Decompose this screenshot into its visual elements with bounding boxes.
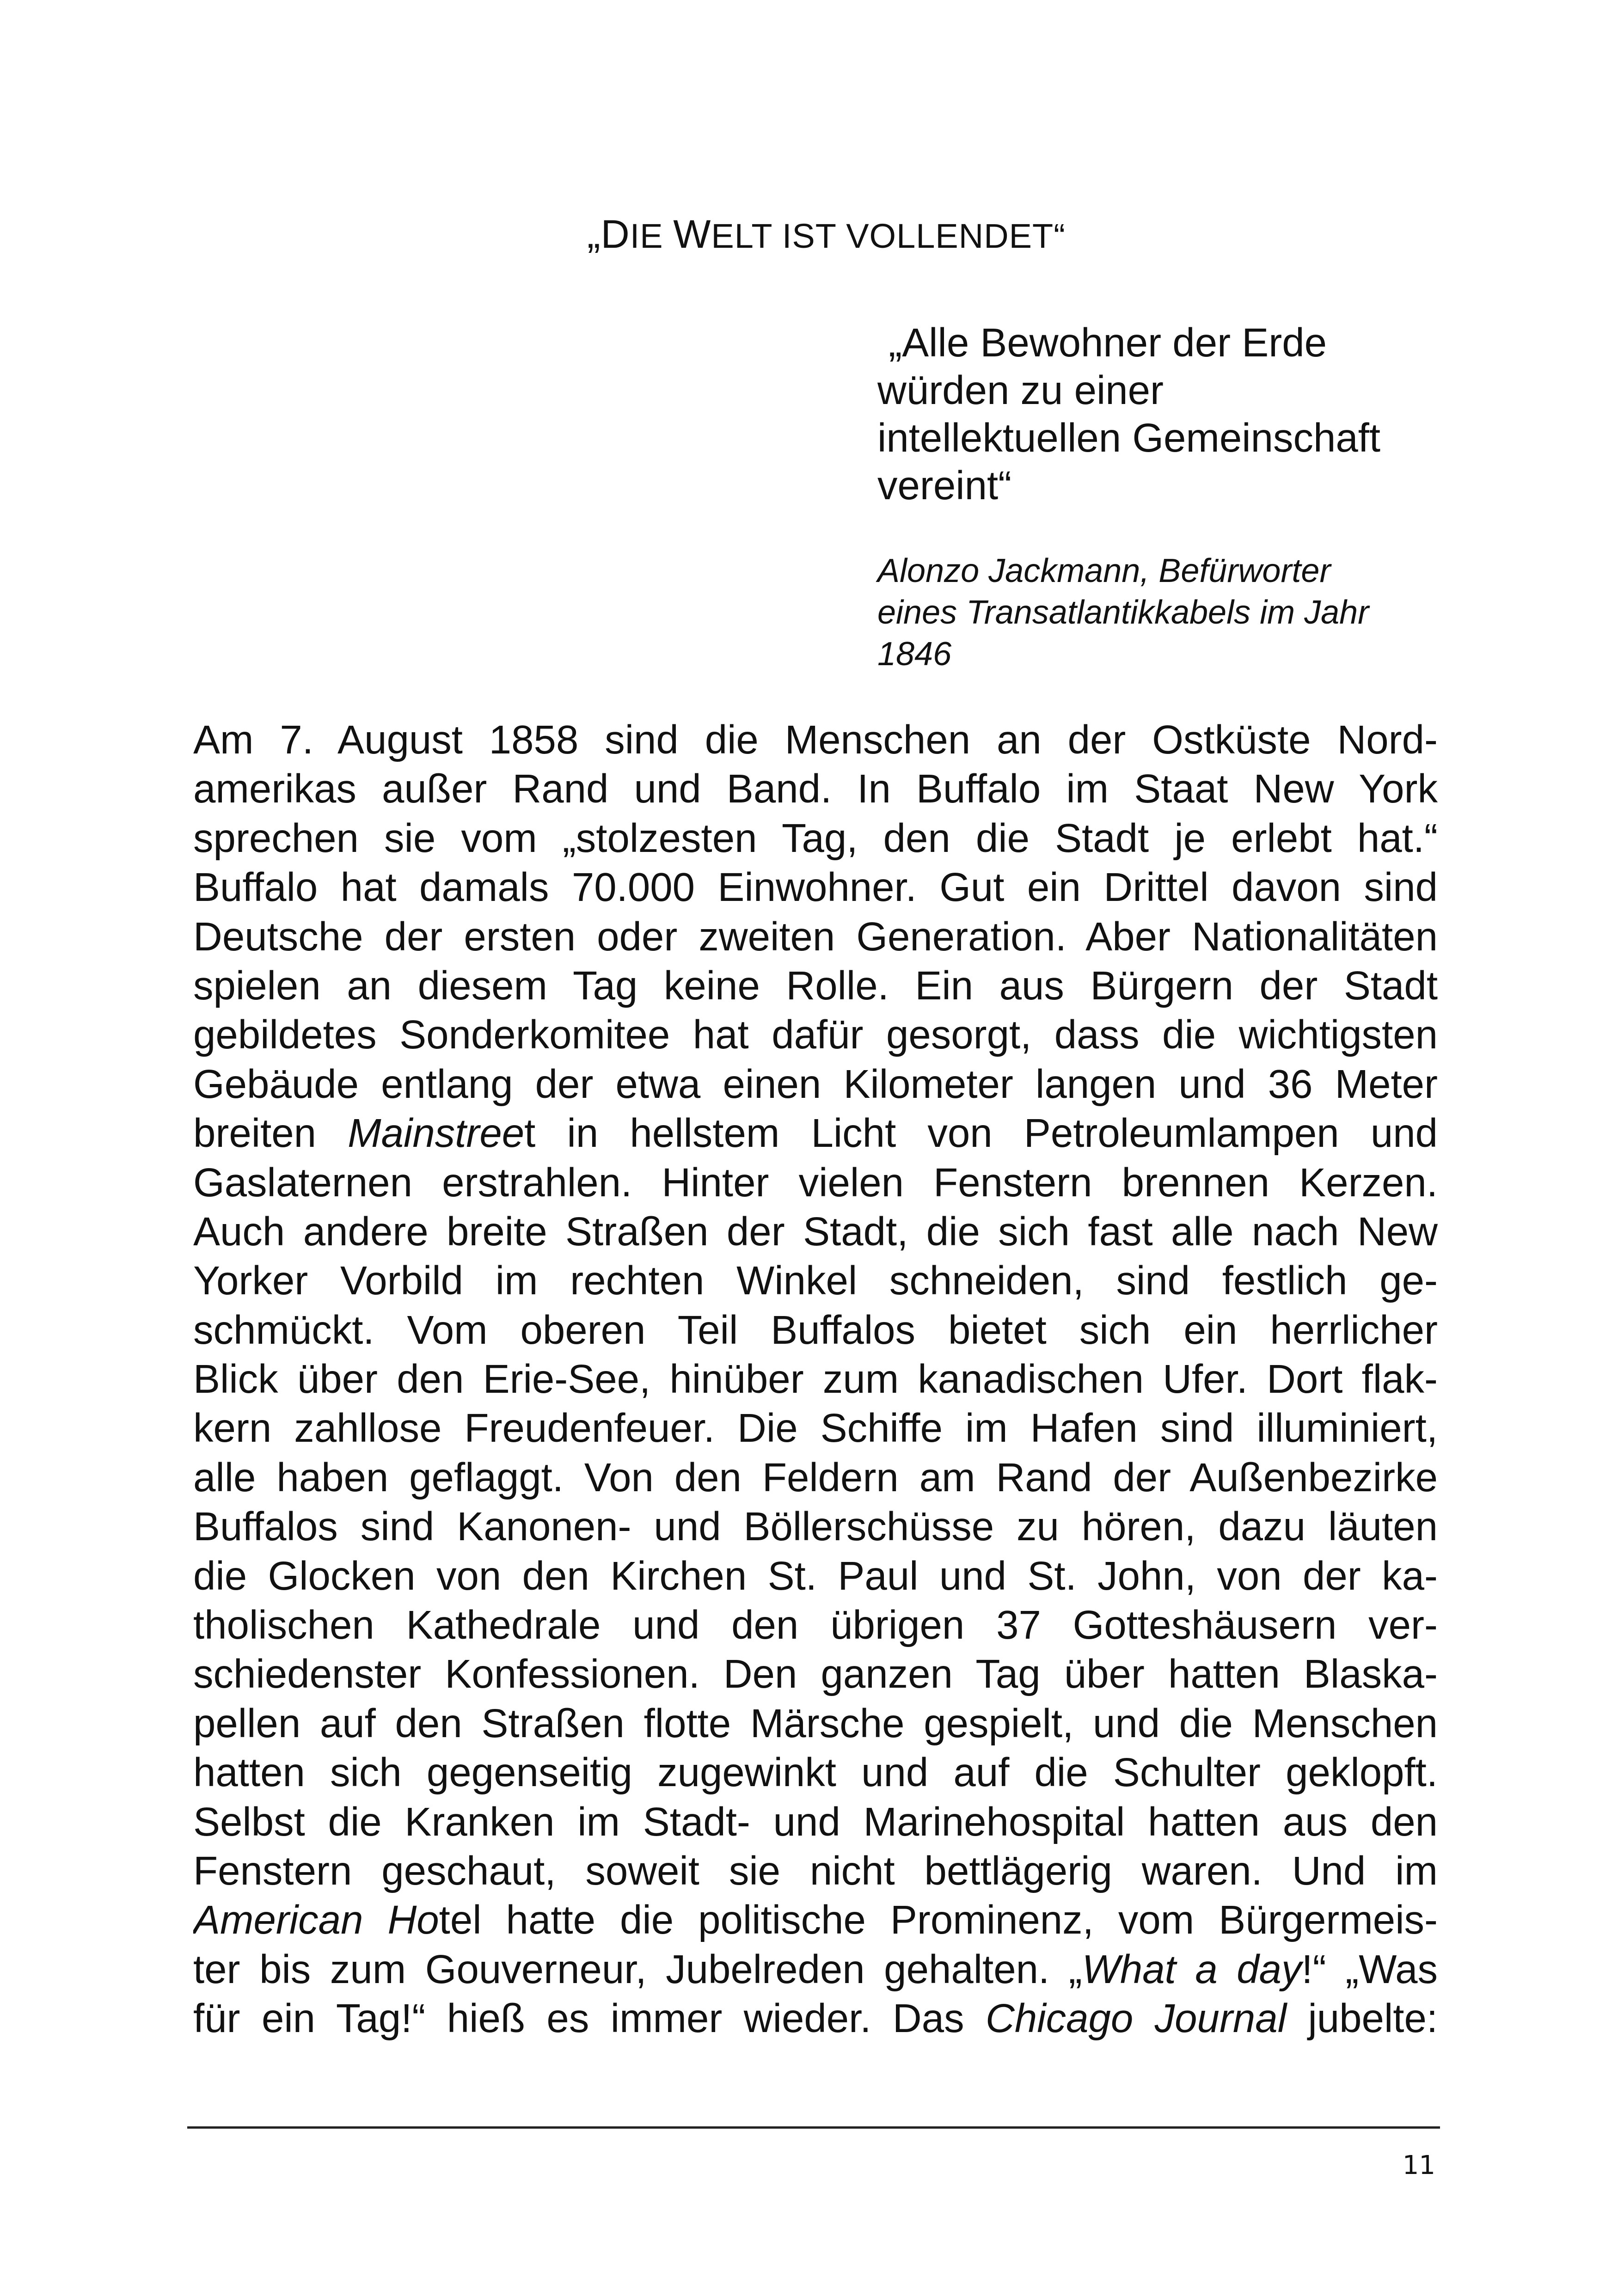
body-line: schmückt. Vom oberen Teil Buffalos bietet sich ein herrlicher — [193, 1307, 1438, 1353]
body-line: Buffalos sind Kanonen- und Böllerschüsse zu hören, dazu läuten — [193, 1504, 1438, 1549]
epigraph-source-line: Alonzo Jackmann, Befürworter — [877, 552, 1331, 589]
epigraph-quote-line: vereint“ — [877, 463, 1012, 508]
body-line: Blick über den Erie-See, hinüber zum kanadischen Ufer. Dort flak- — [193, 1357, 1438, 1402]
body-line: hatten sich gegenseitig zugewinkt und auf die Schulter geklopft. — [193, 1750, 1438, 1795]
body-line: Gaslaternen erstrahlen. Hinter vielen Fenstern brennen Kerzen. — [193, 1160, 1438, 1205]
chapter-title-part: ELT IST VOLLENDET“ — [711, 217, 1066, 255]
body-line: Selbst die Kranken im Stadt- und Marinehospital hatten aus den — [193, 1799, 1438, 1844]
body-line: pellen auf den Straßen flotte Märsche gespielt, und die Menschen — [193, 1701, 1438, 1746]
body-line: schiedenster Konfessionen. Den ganzen Tag über hatten Blaska- — [193, 1652, 1438, 1697]
body-text-run: ter bis zum Gouverneur, Jubelreden gehalten. „ — [193, 1947, 1082, 1992]
body-text-run-italic: Chicago Journal — [986, 1996, 1287, 2041]
chapter-title-part: IE — [630, 217, 674, 255]
body-line: sprechen sie vom „stolzesten Tag, den die Stadt je erlebt hat.“ — [193, 815, 1438, 861]
body-text-run: für ein Tag!“ hieß es immer wieder. Das — [193, 1996, 986, 2041]
body-line: tholischen Kathedrale und den übrigen 37 Gotteshäusern ver- — [193, 1603, 1438, 1648]
body-line: Am 7. August 1858 sind die Menschen an der Ostküste Nord- — [193, 717, 1438, 762]
body-text-run-italic: American Ho — [193, 1898, 439, 1943]
epigraph-quote-line: intellektuellen Gemeinschaft — [877, 416, 1381, 460]
epigraph-source — [877, 550, 1455, 675]
epigraph-source-line: 1846 — [877, 636, 952, 673]
epigraph-quote-line: würden zu einer — [877, 368, 1164, 413]
body-line: kern zahllose Freudenfeuer. Die Schiffe im Hafen sind illuminiert, — [193, 1406, 1438, 1451]
body-line: die Glocken von den Kirchen St. Paul und St. John, von der ka- — [193, 1553, 1438, 1598]
body-line: alle haben geflaggt. Von den Feldern am Rand der Außenbezirke — [193, 1455, 1438, 1500]
body-text-run-italic: What a day — [1082, 1947, 1302, 1992]
body-line: Gebäude entlang der etwa einen Kilometer langen und 36 Meter — [193, 1061, 1438, 1107]
body-line: Buffalo hat damals 70.000 Einwohner. Gut ein Drittel davon sind — [193, 865, 1438, 910]
body-line — [193, 1896, 1438, 1945]
body-text-run: t in hellstem Licht von Petroleumlampen und — [524, 1111, 1438, 1156]
footer-rule — [187, 2126, 1440, 2129]
epigraph-quote — [877, 319, 1455, 509]
epigraph — [877, 319, 1455, 675]
body-line: Deutsche der ersten oder zweiten Generation. Aber Nationalitäten — [193, 914, 1438, 959]
body-text-run: breiten — [193, 1111, 348, 1156]
body-line — [193, 1945, 1438, 1994]
epigraph-quote-line: „Alle Bewohner der Erde — [877, 320, 1327, 365]
epigraph-source-line: eines Transatlantikkabels im Jahr — [877, 594, 1369, 631]
body-text-run: jubelte: — [1287, 1996, 1438, 2041]
page-number: 11 — [1402, 2150, 1435, 2180]
chapter-title-part: W — [673, 212, 711, 257]
body-line: Fenstern geschaut, soweit sie nicht bettlägerig waren. Und im — [193, 1848, 1438, 1893]
body-line: spielen an diesem Tag keine Rolle. Ein aus Bürgern der Stadt — [193, 963, 1438, 1008]
chapter-title — [587, 214, 1066, 257]
body-line: Auch andere breite Straßen der Stadt, die sich fast alle nach New — [193, 1209, 1438, 1254]
chapter-title-open: „D — [587, 212, 630, 257]
body-line: gebildetes Sonderkomitee hat dafür gesorgt, dass die wichtigsten — [193, 1012, 1438, 1058]
body-line — [193, 1994, 1438, 2043]
body-line: Yorker Vorbild im rechten Winkel schneiden, sind festlich ge- — [193, 1258, 1438, 1304]
body-text-run: !“ „Was — [1301, 1947, 1438, 1992]
body-paragraph — [193, 716, 1438, 2044]
body-text-run-italic: Mainstree — [348, 1111, 525, 1156]
body-text-run: tel hatte die politische Prominenz, vom Bürgermeis- — [439, 1898, 1438, 1943]
body-line: amerikas außer Rand und Band. In Buffalo im Staat New York — [193, 766, 1438, 812]
body-line — [193, 1109, 1438, 1158]
